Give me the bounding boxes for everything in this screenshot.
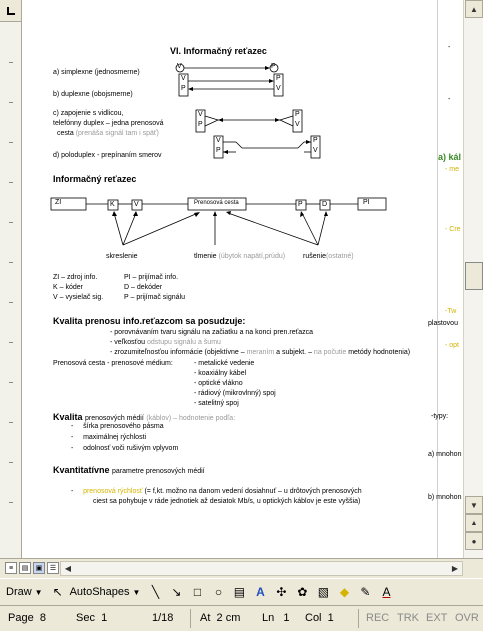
right-opt: - opt bbox=[445, 342, 460, 349]
page-content[interactable] bbox=[28, 0, 438, 558]
status-rec[interactable]: REC bbox=[366, 612, 390, 624]
vertical-scrollbar[interactable] bbox=[463, 0, 483, 558]
ruler-tick bbox=[9, 302, 13, 303]
autoshapes-menu[interactable] bbox=[70, 586, 141, 598]
media-quality-2: - maximálnej rýchlosti bbox=[71, 434, 147, 441]
draw-menu[interactable] bbox=[6, 586, 43, 598]
browse-object-icon: ● bbox=[471, 536, 477, 546]
chevron-down-icon: ▼ bbox=[132, 587, 141, 597]
chain-d: D bbox=[322, 201, 328, 208]
line-icon[interactable]: ╲ bbox=[151, 585, 160, 599]
media-quality-3: - odolnosť voči rušivým vplyvom bbox=[71, 445, 179, 452]
legend-v: V – vysielač sig. bbox=[53, 294, 104, 301]
chain-zi: ZI bbox=[55, 199, 62, 206]
ruler-tick bbox=[9, 422, 13, 423]
scroll-left-button[interactable] bbox=[61, 562, 75, 575]
select-browse-object-button[interactable] bbox=[465, 532, 483, 550]
diag-d-v2: V bbox=[313, 147, 318, 154]
scroll-up-button[interactable] bbox=[465, 0, 483, 18]
scroll-right-button[interactable] bbox=[448, 562, 462, 575]
normal-view-icon: ≡ bbox=[8, 564, 14, 572]
ruler-tick bbox=[9, 102, 13, 103]
autoshapes-label: AutoShapes bbox=[69, 586, 130, 598]
quality-item-3: - zrozumiteľnosťou informácie (objektívne – meraním a subjekt. – na počutie metódy hodnotenia) bbox=[110, 349, 411, 356]
item-a: a) simplexne (jednosmerne) bbox=[53, 69, 140, 76]
quality-heading: Kvalita prenosu info.reťazcom sa posudzuje: bbox=[53, 316, 246, 326]
arrow-up-icon: ▲ bbox=[470, 4, 478, 14]
item-b: b) duplexne (obojsmerne) bbox=[53, 91, 133, 98]
document-area[interactable] bbox=[22, 0, 463, 558]
status-column: Col 1 bbox=[305, 612, 334, 624]
line-color-icon[interactable]: ✎ bbox=[360, 585, 371, 599]
print-view-button[interactable] bbox=[33, 562, 45, 574]
diag-b-p: P bbox=[181, 85, 186, 92]
previous-page-button[interactable] bbox=[465, 514, 483, 532]
ruler-tick bbox=[9, 142, 13, 143]
diag-d-v: V bbox=[216, 137, 221, 144]
scroll-thumb[interactable] bbox=[465, 262, 483, 290]
legend-pi: PI – prijímač info. bbox=[124, 274, 179, 281]
media-quality-heading: Kvalita prenosových médií (káblov) – hodnotenie podľa: bbox=[53, 412, 236, 422]
status-at: At 2 cm bbox=[200, 612, 241, 624]
ruler-tick bbox=[9, 462, 13, 463]
arrow-left-icon: ◀ bbox=[64, 564, 72, 573]
diag-a-p: P bbox=[271, 63, 276, 70]
legend-k: K – kóder bbox=[53, 284, 83, 291]
media-quality-1: - šírka prenosového pásma bbox=[71, 423, 164, 430]
diag-a-v: V bbox=[177, 63, 182, 70]
label-rusenie: rušenie(ostatné) bbox=[303, 253, 354, 260]
normal-view-button[interactable] bbox=[5, 562, 17, 574]
diag-c-p: P bbox=[198, 121, 203, 128]
vertical-ruler[interactable] bbox=[0, 22, 22, 558]
status-line: Ln 1 bbox=[262, 612, 290, 624]
status-bar bbox=[0, 605, 483, 631]
item-c-line1: c) zapojenie s vidlicou, bbox=[53, 110, 124, 117]
status-divider bbox=[190, 609, 191, 628]
legend-p: P – prijímač signálu bbox=[124, 294, 185, 301]
right-plastovou: plastovou bbox=[428, 320, 458, 327]
arrow-down-icon: ▼ bbox=[470, 500, 478, 510]
medium-5: - satelitný spoj bbox=[194, 400, 239, 407]
diag-c-v2: V bbox=[295, 121, 300, 128]
right-mnohon-a: a) mnohon bbox=[428, 451, 462, 458]
ruler-tick bbox=[9, 222, 13, 223]
diag-d-p2: P bbox=[313, 137, 318, 144]
outline-view-button[interactable] bbox=[47, 562, 59, 574]
drawing-toolbar bbox=[0, 578, 483, 605]
ruler-tick bbox=[9, 262, 13, 263]
fill-color-icon[interactable]: ◆ bbox=[339, 585, 350, 599]
ruler-tick bbox=[9, 502, 13, 503]
next-page-column[interactable] bbox=[428, 0, 463, 558]
quality-item-2: - veľkosťou odstupu signálu a šumu bbox=[110, 339, 221, 346]
diag-c-v: V bbox=[198, 111, 203, 118]
chain-v: V bbox=[134, 201, 139, 208]
medium-2: - koaxiálny kábel bbox=[194, 370, 247, 377]
right-tw: -Tw bbox=[445, 308, 457, 315]
tab-selector[interactable] bbox=[0, 0, 22, 22]
chain-heading: Informačný reťazec bbox=[53, 174, 137, 184]
chevron-down-icon: ▼ bbox=[34, 587, 43, 597]
clip-art-icon[interactable]: ✿ bbox=[297, 585, 308, 599]
arrow-right-icon: ▶ bbox=[451, 564, 459, 573]
legend-zi: ZI – zdroj info. bbox=[53, 274, 98, 281]
medium-1: - metalické vedenie bbox=[194, 360, 255, 367]
legend-d: D – dekóder bbox=[124, 284, 163, 291]
medium-3: - optické vlákno bbox=[194, 380, 243, 387]
draw-label: Draw bbox=[6, 586, 32, 598]
select-objects-icon[interactable]: ↖ bbox=[52, 585, 63, 599]
quant-line-1: - prenosová rýchlosť (= f,kt. možno na danom vedení dosiahnuť – u drôtových prenosových bbox=[71, 488, 362, 495]
item-c-line2: telefónny duplex – jedna prenosová bbox=[53, 120, 164, 127]
right-dash-2: - bbox=[448, 96, 451, 103]
diag-c-p2: P bbox=[295, 111, 300, 118]
arrow-icon[interactable]: ↘ bbox=[171, 585, 182, 599]
text-box-icon[interactable]: ▤ bbox=[233, 585, 246, 599]
diag-b-p2: P bbox=[276, 75, 281, 82]
right-dash-1: - bbox=[448, 44, 451, 51]
chain-pi: PI bbox=[363, 199, 370, 206]
status-ext[interactable]: EXT bbox=[426, 612, 448, 624]
scroll-down-button[interactable] bbox=[465, 496, 483, 514]
wordart-icon[interactable]: A bbox=[256, 585, 265, 599]
document-page[interactable] bbox=[28, 0, 463, 558]
diagram-icon[interactable]: ✣ bbox=[276, 585, 287, 599]
view-and-hscroll-row bbox=[0, 558, 483, 578]
right-heading: a) kál bbox=[438, 152, 462, 162]
chain-path: Prenosová cesta bbox=[194, 200, 239, 206]
status-trk[interactable]: TRK bbox=[397, 612, 419, 624]
quality-item-1: - porovnávaním tvaru signálu na začiatku a na konci pren.reťazca bbox=[110, 329, 314, 336]
item-d: d) poloduplex - prepínaním smerov bbox=[53, 152, 162, 159]
ruler-tick bbox=[9, 382, 13, 383]
web-view-button[interactable] bbox=[19, 562, 31, 574]
rectangle-icon[interactable]: □ bbox=[193, 585, 202, 599]
outline-view-icon: ☰ bbox=[49, 565, 57, 572]
left-tab-icon bbox=[7, 7, 15, 15]
medium-4: - rádiový (mikrovlnný) spoj bbox=[194, 390, 276, 397]
diag-b-v2: V bbox=[276, 85, 281, 92]
ruler-tick bbox=[9, 62, 13, 63]
font-color-icon[interactable]: A bbox=[382, 585, 391, 599]
medium-label: Prenosová cesta - prenosové médium: bbox=[53, 360, 173, 367]
status-ovr[interactable]: OVR bbox=[455, 612, 479, 624]
status-page: Page 8 bbox=[8, 612, 46, 624]
right-mnohon-b: b) mnohon bbox=[428, 494, 462, 501]
item-c-line3: cesta (prenáša signál tam i späť) bbox=[57, 130, 159, 137]
page-title: VI. Informačný reťazec bbox=[170, 46, 267, 56]
right-typy: -typy: bbox=[431, 413, 449, 420]
double-up-icon: ▲ bbox=[470, 519, 478, 527]
diag-d-p: P bbox=[216, 147, 221, 154]
label-skreslenie: skreslenie bbox=[106, 253, 138, 260]
web-view-icon: ▤ bbox=[21, 565, 29, 572]
diag-b-v: V bbox=[181, 75, 186, 82]
status-pages: 1/18 bbox=[152, 612, 174, 624]
ruler-tick bbox=[9, 342, 13, 343]
right-cre: - Cre bbox=[445, 226, 461, 233]
print-view-icon: ▣ bbox=[35, 565, 43, 572]
quant-heading: Kvantitatívne parametre prenosových médií bbox=[53, 465, 205, 475]
label-tlmenie: tlmenie (úbytok napätí,prúdu) bbox=[194, 253, 286, 260]
right-me: - me bbox=[445, 166, 459, 173]
status-section: Sec 1 bbox=[76, 612, 108, 624]
ruler-tick bbox=[9, 182, 13, 183]
chain-k: K bbox=[110, 201, 115, 208]
oval-icon[interactable]: ○ bbox=[214, 585, 223, 599]
status-divider bbox=[358, 609, 359, 628]
chain-p: P bbox=[298, 201, 303, 208]
picture-icon[interactable]: ▧ bbox=[317, 585, 330, 599]
quant-line-2: ciest sa pohybuje v ráde jednotiek až desiatok Mb/s, u optických káblov je este vyššia) bbox=[93, 498, 361, 505]
horizontal-scrollbar[interactable] bbox=[60, 561, 463, 576]
